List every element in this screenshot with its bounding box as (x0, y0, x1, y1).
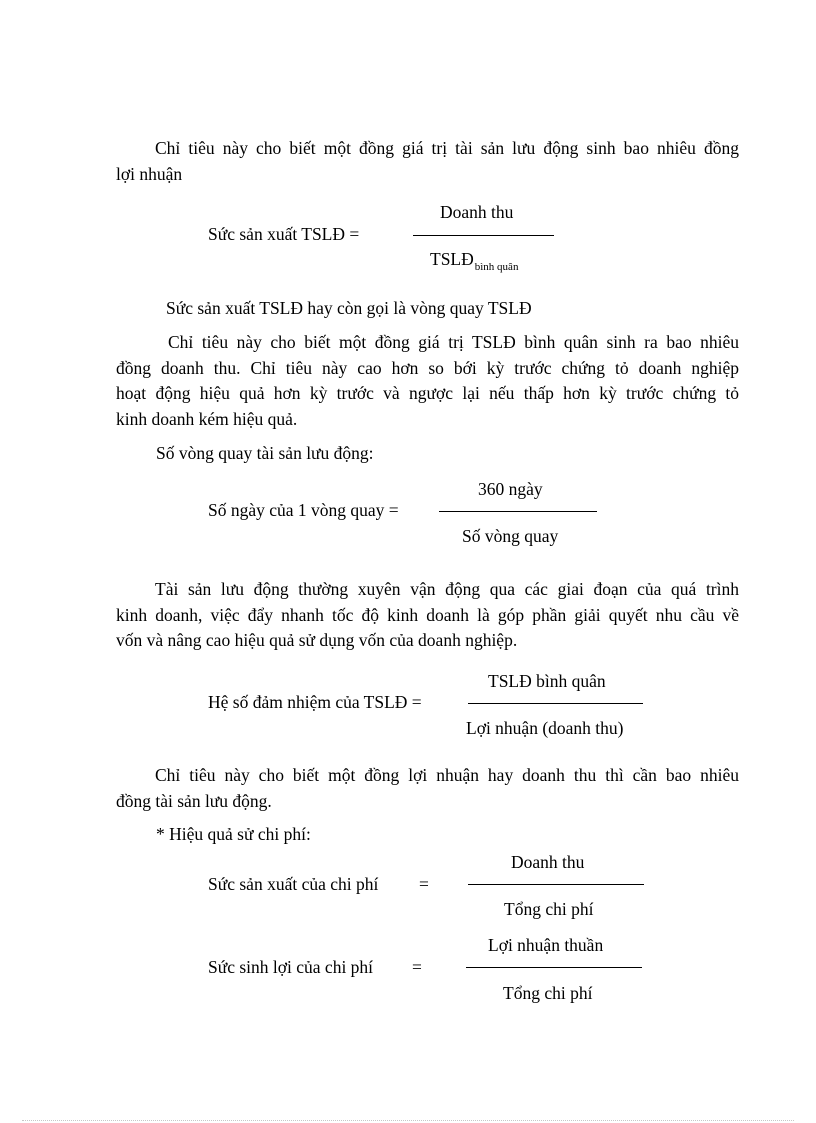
paragraph-6-line-1: Chỉ tiêu này cho biết một đồng lợi nhuận hay doanh thu thì cần bao nhiêu (155, 765, 739, 785)
paragraph-1 (116, 136, 739, 187)
paragraph-3-line-1: Chỉ tiêu này cho biết một đồng giá trị TSLĐ bình quân sinh ra bao nhiêu (168, 332, 739, 352)
paragraph-1-line-2: lợi nhuận (116, 163, 183, 184)
paragraph-5-line-3: vốn và nâng cao hiệu quả sử dụng vốn của doanh nghiệp. (116, 630, 518, 650)
formula-2-denominator: Số vòng quay (462, 526, 559, 546)
formula-5-denominator: Tổng chi phí (503, 983, 593, 1003)
formula-1-numerator: Doanh thu (440, 202, 514, 222)
formula-1-denominator-group (430, 249, 519, 273)
paragraph-3 (116, 330, 739, 432)
formula-4-left: Sức sản xuất của chi phí (208, 874, 379, 894)
formula-2-fraction-bar (439, 511, 597, 512)
formula-3-numerator: TSLĐ bình quân (488, 671, 606, 691)
formula-4-fraction-bar (468, 884, 644, 885)
formula-2-left: Số ngày của 1 vòng quay = (208, 500, 399, 520)
paragraph-6 (116, 763, 739, 814)
formula-1-denominator: TSLĐ (430, 249, 474, 269)
paragraph-2: Sức sản xuất TSLĐ hay còn gọi là vòng quay TSLĐ (166, 298, 532, 318)
formula-4-equals: = (419, 874, 429, 894)
formula-1-denominator-subscript: bình quân (474, 261, 519, 273)
formula-5-equals: = (412, 957, 422, 977)
paragraph-3-line-4: kinh doanh kém hiệu quả. (116, 408, 298, 429)
paragraph-5-line-1: Tài sản lưu động thường xuyên vận động qua các giai đoạn của quá trình (155, 579, 739, 599)
formula-5-left: Sức sinh lợi của chi phí (208, 957, 374, 977)
formula-1-fraction-bar (413, 235, 554, 236)
paragraph-3-line-3: hoạt động hiệu quả hơn kỳ trước và ngược lại nếu thấp hơn kỳ trước chứng tỏ (116, 383, 739, 403)
paragraph-7: * Hiệu quả sử chi phí: (156, 824, 311, 844)
paragraph-3-line-2: đồng doanh thu. Chỉ tiêu này cao hơn so bới kỳ trước chứng tỏ doanh nghiệp (116, 357, 739, 378)
page-bottom-divider (22, 1120, 794, 1121)
paragraph-6-line-2: đồng tài sản lưu động. (116, 790, 272, 811)
paragraph-5 (116, 577, 739, 654)
formula-4-numerator: Doanh thu (511, 852, 585, 872)
formula-4-denominator: Tổng chi phí (504, 899, 594, 919)
formula-3-fraction-bar (468, 703, 643, 704)
paragraph-4: Số vòng quay tài sản lưu động: (156, 443, 374, 463)
formula-2-numerator: 360 ngày (478, 479, 543, 499)
paragraph-1-line-1: Chỉ tiêu này cho biết một đồng giá trị tài sản lưu động sinh bao nhiêu đồng (155, 138, 739, 158)
formula-1-left: Sức sản xuất TSLĐ = (208, 224, 360, 244)
formula-3-left: Hệ số đảm nhiệm của TSLĐ = (208, 692, 422, 712)
formula-5-fraction-bar (466, 967, 642, 968)
formula-3-denominator: Lợi nhuận (doanh thu) (466, 718, 624, 738)
formula-5-numerator: Lợi nhuận thuần (488, 935, 604, 955)
paragraph-5-line-2: kinh doanh, việc đẩy nhanh tốc độ kinh doanh là góp phần giải quyết nhu cầu về (116, 604, 739, 625)
